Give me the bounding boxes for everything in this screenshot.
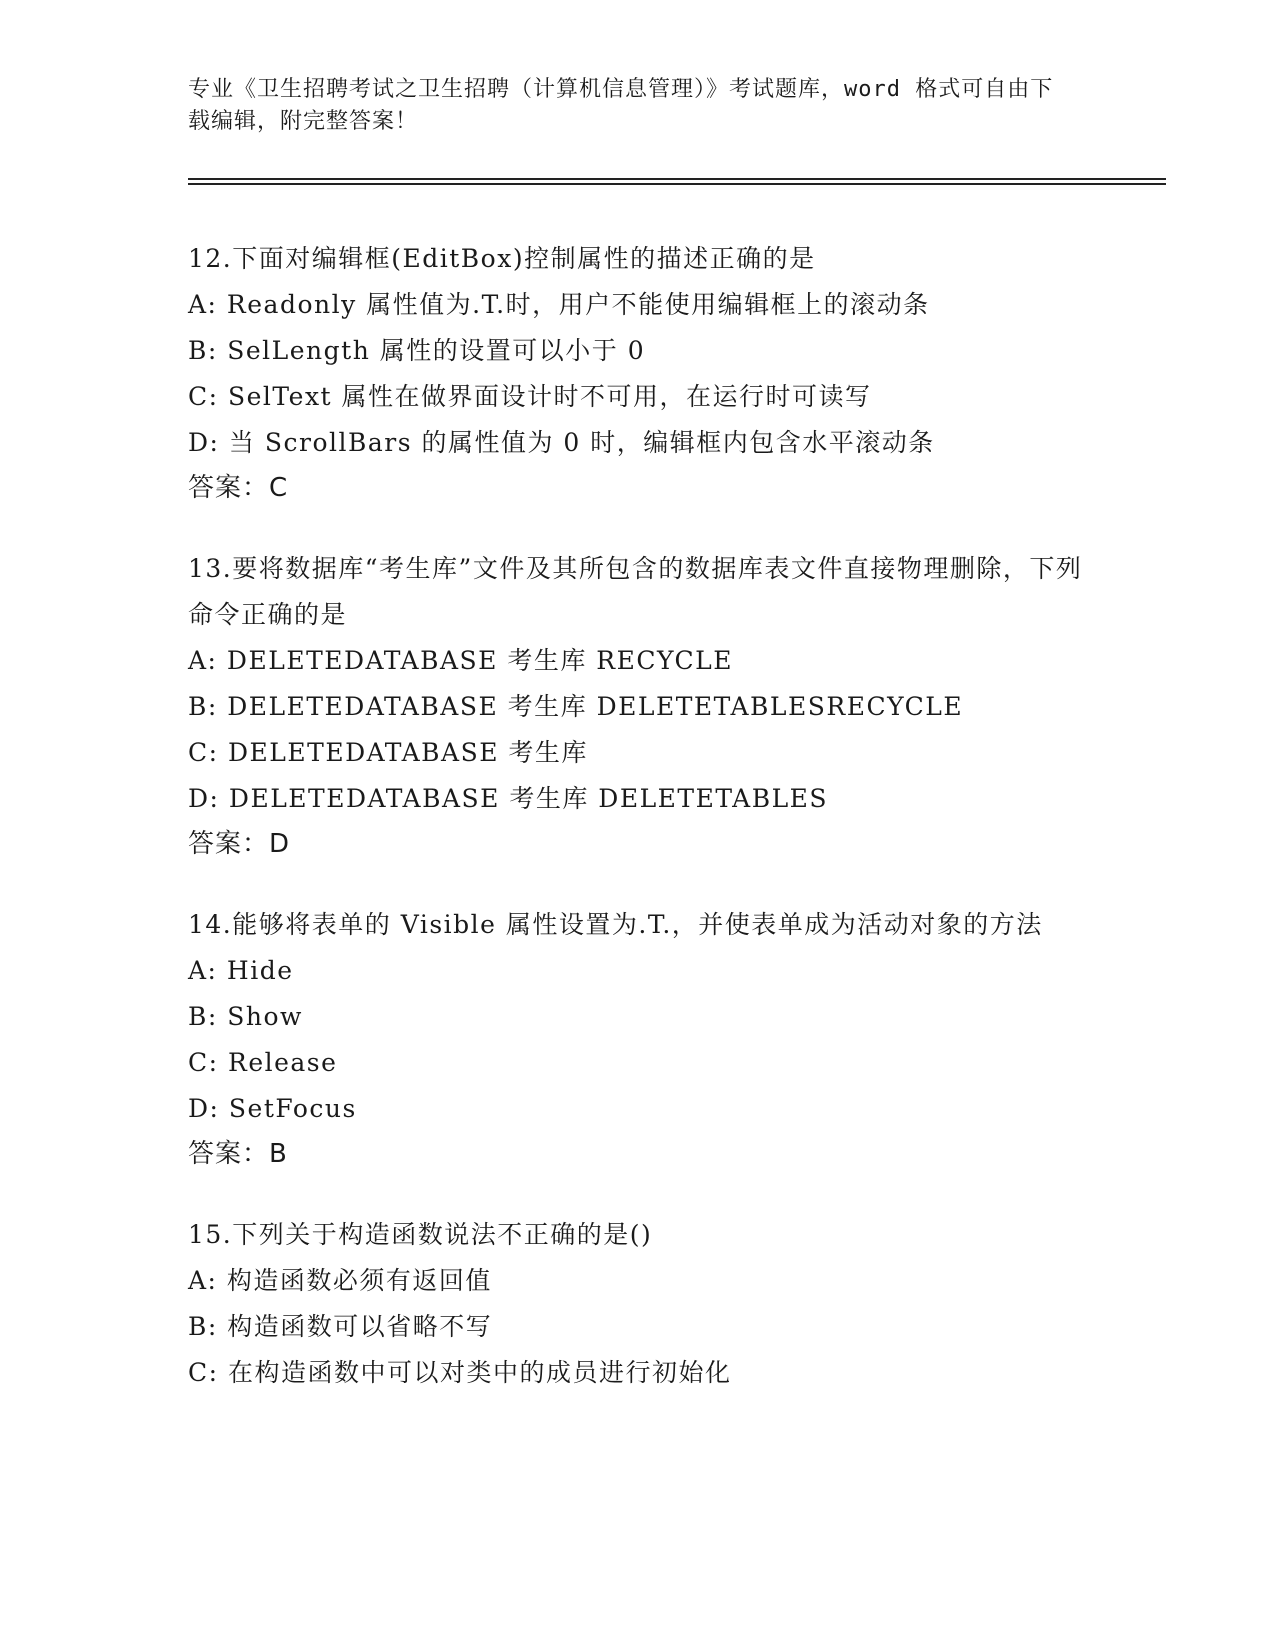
question-stem: 12.下面对编辑框(EditBox)控制属性的描述正确的是 <box>188 244 816 273</box>
question-12 <box>188 236 1088 510</box>
option-a: A: 构造函数必须有返回值 <box>188 1266 492 1295</box>
question-15 <box>188 1212 1088 1396</box>
question-stem: 15.下列关于构造函数说法不正确的是() <box>188 1220 653 1249</box>
option-c: C: Release <box>188 1048 338 1077</box>
question-stem: 14.能够将表单的 Visible 属性设置为.T.，并使表单成为活动对象的方法 <box>188 910 1043 939</box>
option-b: B: SelLength 属性的设置可以小于 0 <box>188 336 646 365</box>
option-a: A: Readonly 属性值为.T.时，用户不能使用编辑框上的滚动条 <box>188 290 930 319</box>
option-d: D: SetFocus <box>188 1094 357 1123</box>
header-divider-top <box>188 178 1166 180</box>
header-divider-bottom <box>188 183 1166 185</box>
answer: 答案：B <box>188 1139 288 1169</box>
question-stem: 13.要将数据库“考生库”文件及其所包含的数据库表文件直接物理删除，下列命令正确的是 <box>188 554 1083 629</box>
question-14 <box>188 902 1088 1176</box>
option-b: B: Show <box>188 1002 303 1031</box>
question-13 <box>188 546 1088 866</box>
option-a: A: DELETEDATABASE 考生库 RECYCLE <box>188 646 734 675</box>
question-list <box>188 236 1088 1432</box>
option-c: C: 在构造函数中可以对类中的成员进行初始化 <box>188 1358 732 1387</box>
answer: 答案：C <box>188 473 289 503</box>
option-b: B: 构造函数可以省略不写 <box>188 1312 493 1341</box>
option-c: C: DELETEDATABASE 考生库 <box>188 738 588 767</box>
option-d: D: DELETEDATABASE 考生库 DELETETABLES <box>188 784 829 813</box>
option-c: C: SelText 属性在做界面设计时不可用，在运行时可读写 <box>188 382 872 411</box>
option-b: B: DELETEDATABASE 考生库 DELETETABLESRECYCLE <box>188 692 964 721</box>
answer: 答案：D <box>188 829 291 859</box>
option-a: A: Hide <box>188 956 294 985</box>
document-intro: 专业《卫生招聘考试之卫生招聘（计算机信息管理）》考试题库，word 格式可自由下载编辑，附完整答案！ <box>188 77 1054 134</box>
option-d: D: 当 ScrollBars 的属性值为 0 时，编辑框内包含水平滚动条 <box>188 428 935 457</box>
